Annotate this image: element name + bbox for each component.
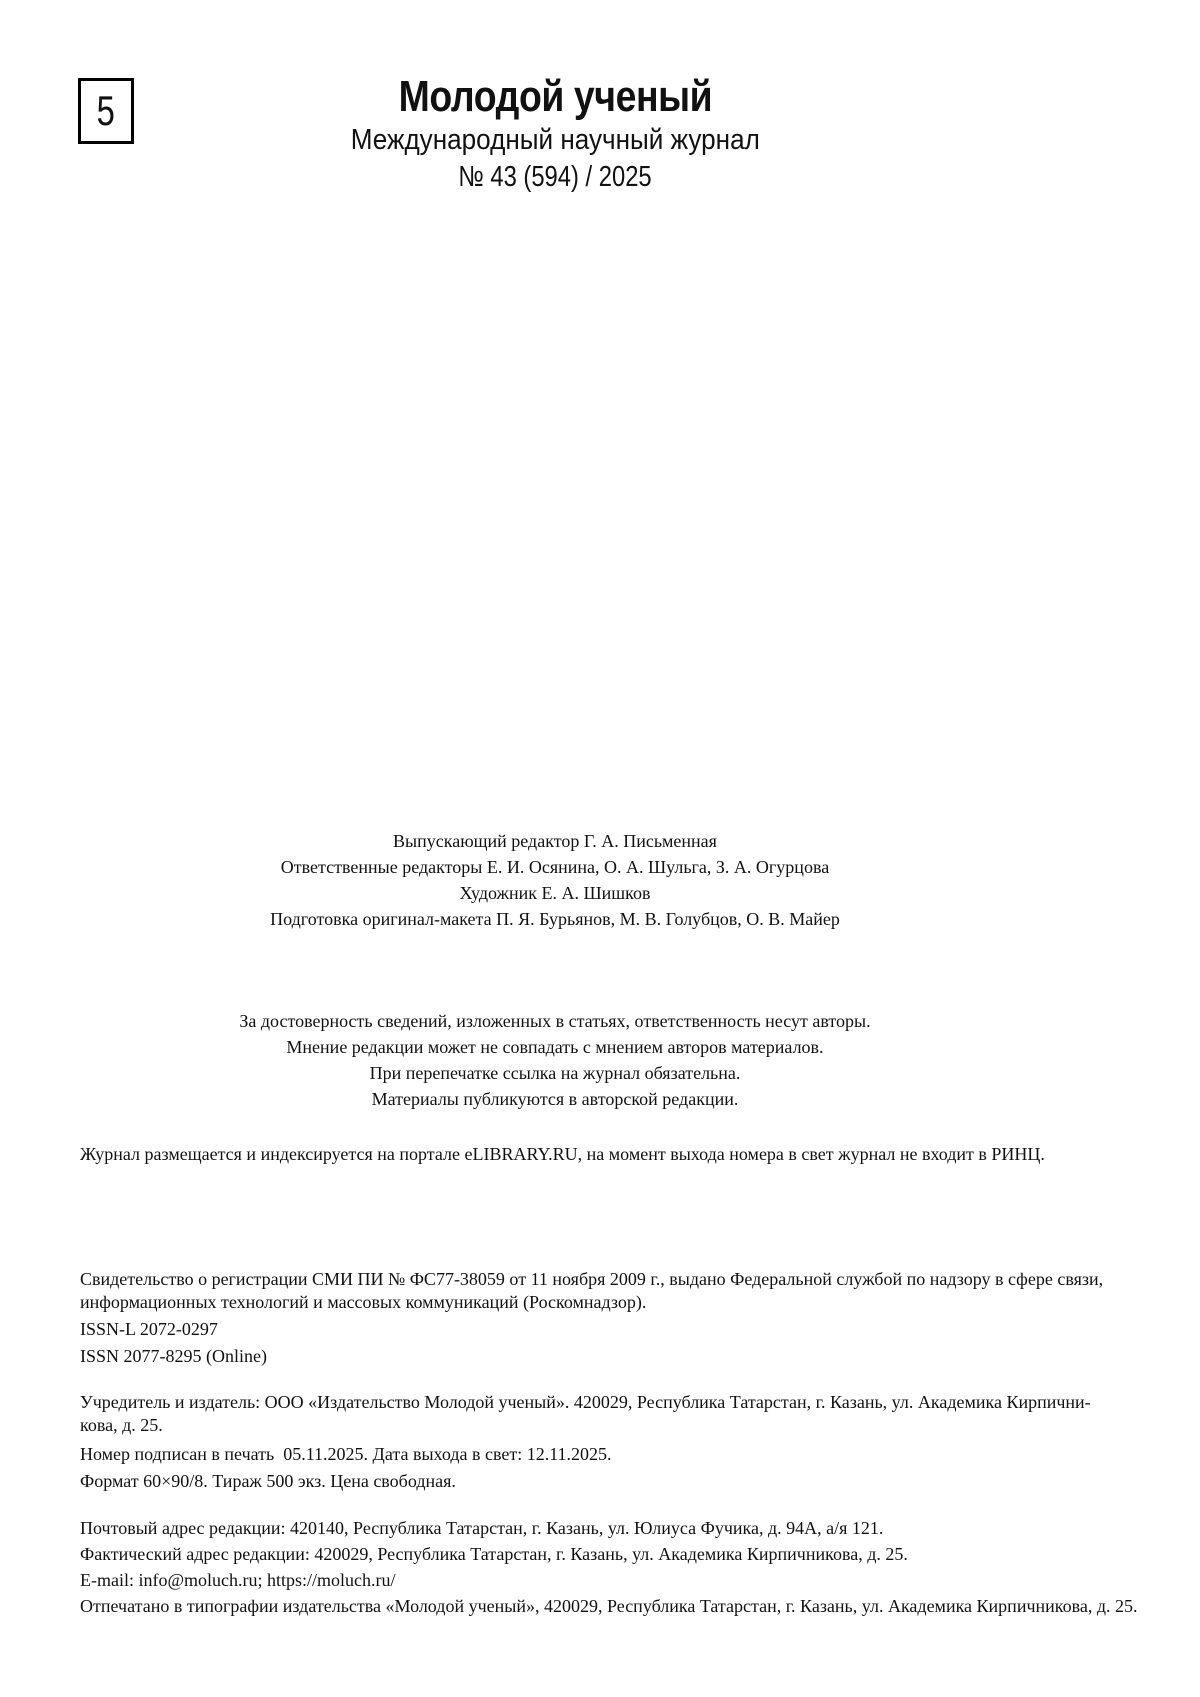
- publisher-block: [80, 1391, 1091, 1493]
- printed-line: Отпечатано в типографии издательства «Молодой ученый», 420029, Республика Татарстан, г. Казань, ул. Академика Кирпичникова, д. 25.: [80, 1596, 1138, 1616]
- registration-block: [80, 1268, 1104, 1368]
- journal-subtitle: Международный научный журнал: [350, 124, 760, 156]
- credits-line: Выпускающий редактор Г. А. Письменная: [393, 831, 717, 851]
- disclaimer-block: [80, 1008, 1030, 1112]
- credits-line: Ответственные редакторы Е. И. Осянина, О. А. Шульга, З. А. Огурцова: [280, 857, 830, 877]
- credits-line: Подготовка оригинал-макета П. Я. Бурьянов, М. В. Голубцов, О. В. Майер: [270, 909, 840, 929]
- masthead: [80, 72, 1030, 196]
- founder-line: Учредитель и издатель: ООО «Издательство Молодой ученый». 420029, Республика Татарстан, г. Казань, ул. Академика Кирпични-: [80, 1392, 1091, 1412]
- disclaimer-line: Мнение редакции может не совпадать с мнением авторов материалов.: [286, 1037, 824, 1057]
- credits-block: [80, 828, 1030, 932]
- registration-line: информационных технологий и массовых коммуникаций (Роскомнадзор).: [80, 1292, 647, 1312]
- print-date-line: Номер подписан в печать 05.11.2025. Дата выхода в свет: 12.11.2025.: [80, 1444, 612, 1464]
- issue-number: 5: [96, 87, 116, 134]
- disclaimer-line: При перепечатке ссылка на журнал обязательна.: [369, 1063, 741, 1083]
- contacts-block: [80, 1515, 1138, 1619]
- format-line: Формат 60×90/8. Тираж 500 экз. Цена свободная.: [80, 1471, 456, 1491]
- actual-address-line: Фактический адрес редакции: 420029, Республика Татарстан, г. Казань, ул. Академика Кирпичникова, д. 25.: [80, 1544, 908, 1564]
- indexing-note: Журнал размещается и индексируется на портале eLIBRARY.RU, на момент выхода номера в свет журнал не входит в РИНЦ.: [80, 1144, 1045, 1164]
- journal-title: Молодой ученый: [398, 72, 712, 121]
- issue-line: № 43 (594) / 2025: [458, 161, 652, 193]
- disclaimer-line: Материалы публикуются в авторской редакции.: [371, 1089, 739, 1109]
- postal-address-line: Почтовый адрес редакции: 420140, Республика Татарстан, г. Казань, ул. Юлиуса Фучика, д. 94А, а/я 121.: [80, 1518, 884, 1538]
- founder-line: кова, д. 25.: [80, 1415, 163, 1435]
- indexing-block: [80, 1141, 1045, 1167]
- issn-online: ISSN 2077-8295 (Online): [80, 1346, 267, 1366]
- disclaimer-line: За достоверность сведений, изложенных в статьях, ответственность несут авторы.: [239, 1011, 871, 1031]
- registration-line: Свидетельство о регистрации СМИ ПИ № ФС77-38059 от 11 ноября 2009 г., выдано Федеральной службой по надзору в сфере связи,: [80, 1269, 1104, 1289]
- credits-line: Художник Е. А. Шишков: [459, 883, 651, 903]
- email-line: E-mail: info@moluch.ru; https://moluch.ru/: [80, 1570, 396, 1590]
- issn-l: ISSN-L 2072-0297: [80, 1319, 218, 1339]
